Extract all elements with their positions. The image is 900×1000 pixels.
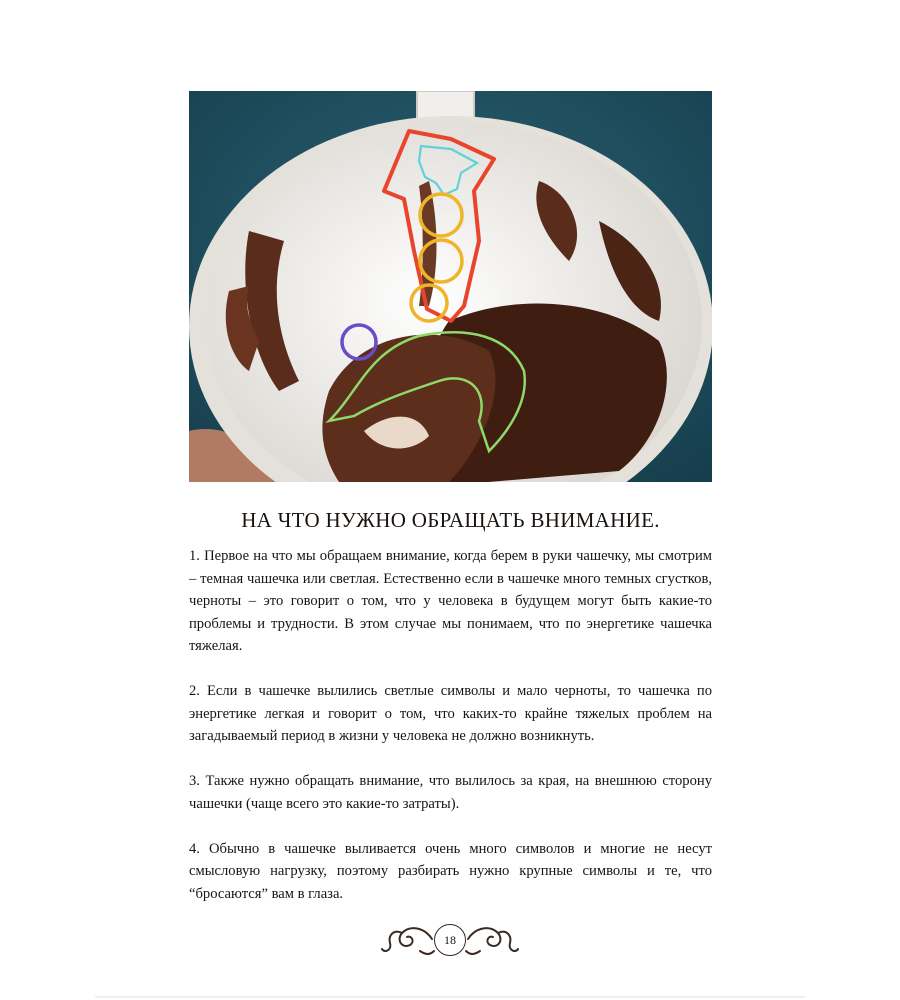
- body-text: [189, 545, 712, 928]
- coffee-cup-photo: [189, 91, 712, 482]
- paragraph-2: 2. Если в чашечке вылились светлые символы и мало черноты, то чашечка по энергетике легкая и говорит о том, что каких-то крайне тяжелых проблем на загадываемый период в жизни у человека не должно возникнуть.: [189, 683, 712, 744]
- page-number: 18: [434, 924, 466, 956]
- section-heading: НА ЧТО НУЖНО ОБРАЩАТЬ ВНИМАНИЕ.: [241, 508, 660, 532]
- paragraph-3: 3. Также нужно обращать внимание, что вылилось за края, на внешнюю сторону чашечки (чаще всего это какие-то затраты).: [189, 773, 712, 812]
- paragraph-4: 4. Обычно в чашечке выливается очень много символов и многие не несут смысловую нагрузку, поэтому разбирать нужно крупные символы и те, что “бросаются” вам в глаза.: [189, 840, 712, 902]
- page-footer-ornament: [380, 915, 520, 961]
- paragraph-1: 1. Первое на что мы обращаем внимание, когда берем в руки чашечку, мы смотрим – темная чашечка или светлая. Естественно если в чашечке много темных сгустков, черноты – это говорит о том, что у человека в будущем могут быть какие-то проблемы и трудности. В этом случае мы понимаем, что по энергетике чашечка тяжелая.: [189, 548, 712, 654]
- bottom-divider: [95, 996, 805, 998]
